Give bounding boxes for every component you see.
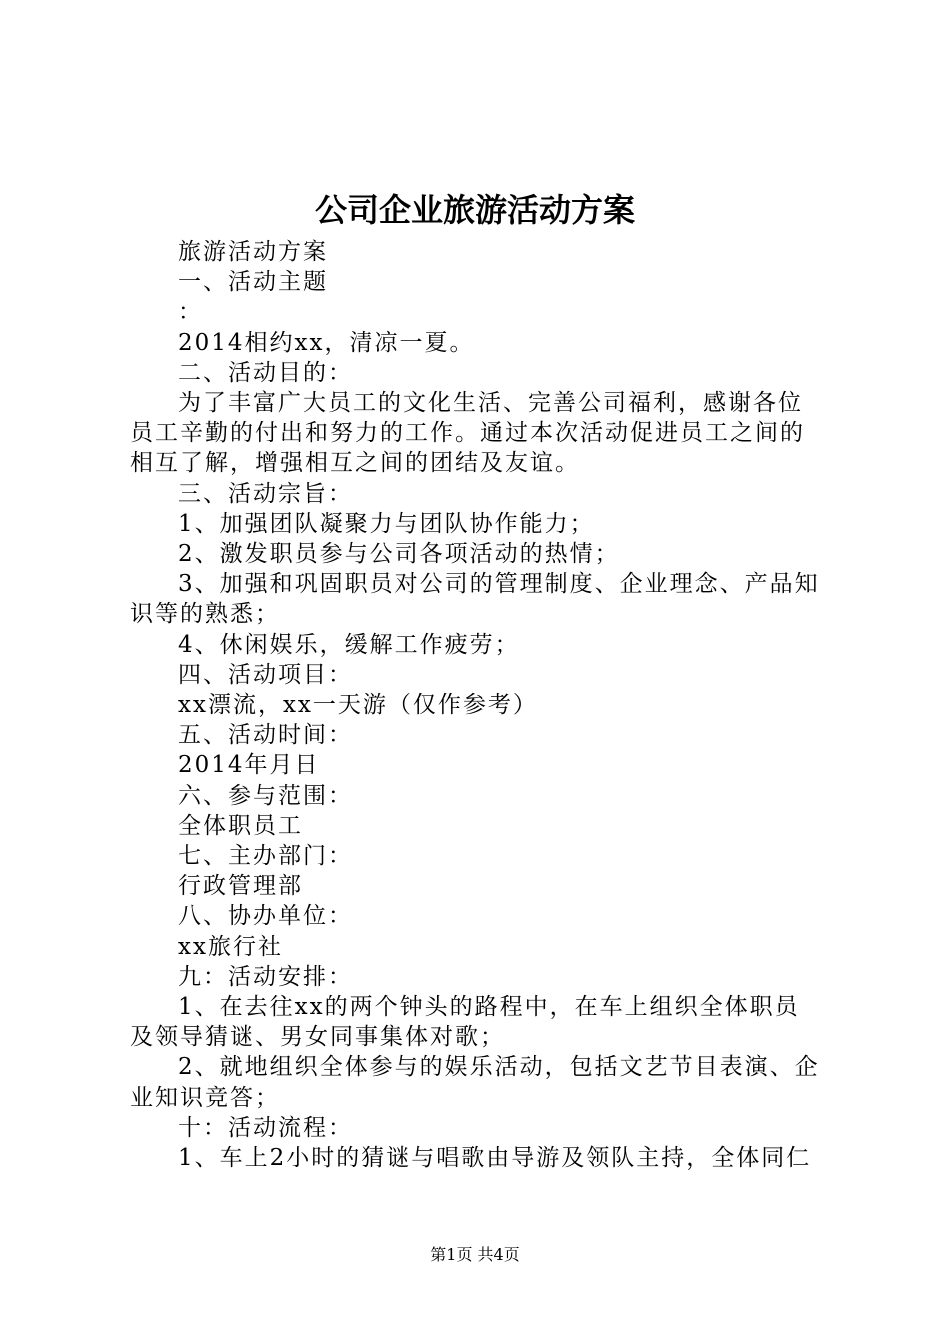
paragraph-line: 识等的熟悉； [130, 601, 280, 628]
page-footer: 第1页 共4页 [430, 1245, 520, 1264]
paragraph-line: 三、活动宗旨： [178, 480, 353, 507]
paragraph-line: xx旅行社 [178, 933, 283, 960]
document-title: 公司企业旅游活动方案 [314, 191, 635, 229]
paragraph-line: 一、活动主题 [178, 269, 328, 296]
paragraph-line: 及领导猜谜、男女同事集体对歌； [130, 1024, 505, 1051]
paragraph-line: 2014相约xx，清凉一夏。 [178, 329, 475, 356]
paragraph-line: 3、加强和巩固职员对公司的管理制度、企业理念、产品知 [178, 571, 820, 598]
paragraph-line: 4、休闲娱乐，缓解工作疲劳； [178, 631, 520, 658]
paragraph-line: 1、车上2小时的猜谜与唱歌由导游及领队主持，全体同仁 [178, 1145, 812, 1172]
paragraph-line: 行政管理部 [178, 873, 303, 900]
paragraph-line: 为了丰富广大员工的文化生活、完善公司福利，感谢各位 [178, 390, 803, 417]
paragraph-line: 六、参与范围： [178, 782, 353, 809]
paragraph-line: 八、协办单位： [178, 903, 353, 930]
paragraph-line: ： [178, 299, 203, 326]
paragraph-line: 七、主办部门： [178, 843, 353, 870]
paragraph-line: 2、激发职员参与公司各项活动的热情； [178, 541, 620, 568]
document-body [130, 237, 834, 1173]
paragraph-line: 业知识竞答； [130, 1084, 280, 1111]
paragraph-line: 十：活动流程： [178, 1114, 353, 1141]
paragraph-line: 2014年月日 [178, 752, 320, 779]
paragraph-line: 1、在去往xx的两个钟头的路程中，在车上组织全体职员 [178, 994, 800, 1021]
paragraph-line: 2、就地组织全体参与的娱乐活动，包括文艺节目表演、企 [178, 1054, 820, 1081]
paragraph-line: xx漂流，xx一天游（仅作参考） [178, 692, 538, 719]
paragraph-line: 二、活动目的： [178, 359, 353, 386]
paragraph-line: 旅游活动方案 [178, 239, 328, 265]
paragraph-line: 相互了解，增强相互之间的团结及友谊。 [130, 450, 580, 477]
paragraph-line: 九：活动安排： [178, 963, 353, 990]
paragraph-line: 员工辛勤的付出和努力的工作。通过本次活动促进员工之间的 [130, 420, 805, 447]
paragraph-line: 1、加强团队凝聚力与团队协作能力； [178, 510, 595, 537]
paragraph-line: 五、活动时间： [178, 722, 353, 749]
paragraph-line: 全体职员工 [178, 812, 303, 839]
paragraph-line: 四、活动项目： [178, 661, 353, 688]
